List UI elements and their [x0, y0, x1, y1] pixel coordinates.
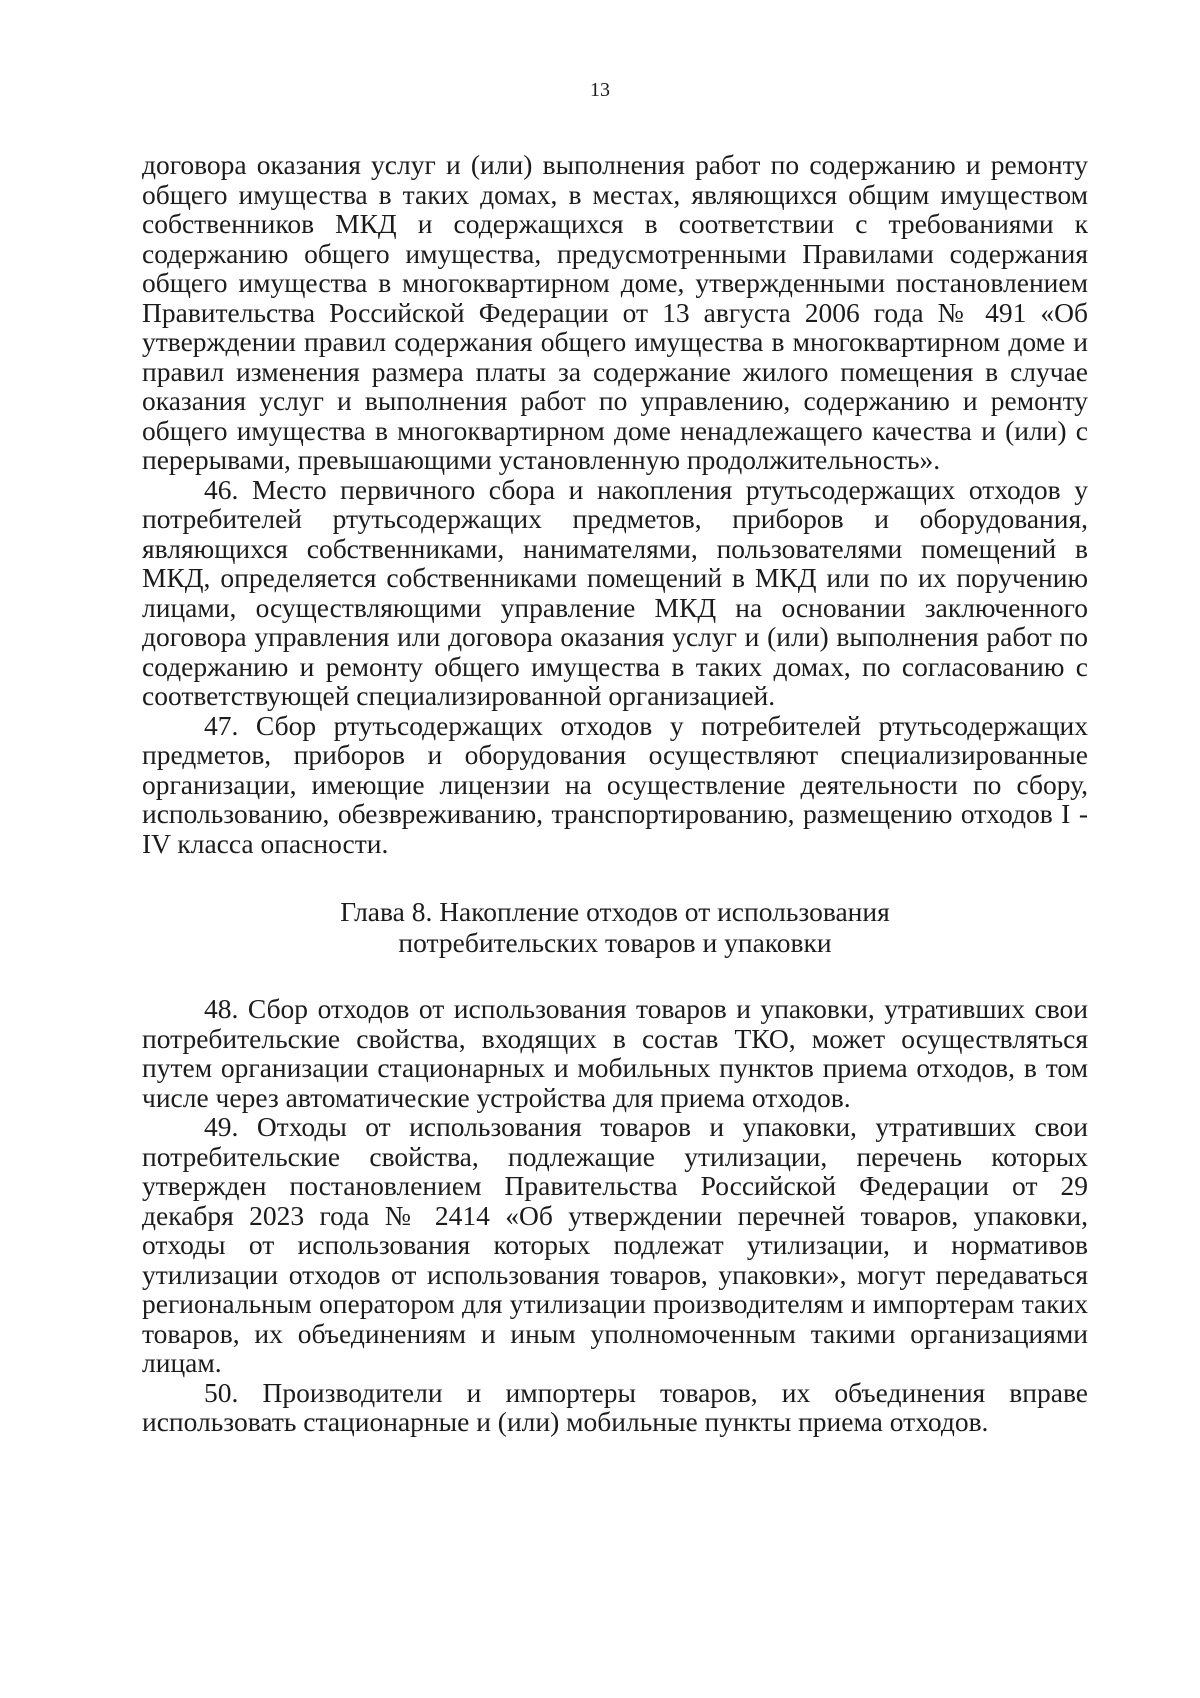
- paragraph-50: 50. Производители и импортеры товаров, их объединения вправе использовать стационарные и (или) мобильные пункты приема отходов.: [142, 1376, 1088, 1437]
- page-number: 13: [590, 79, 610, 101]
- chapter-heading-line-1: Глава 8. Накопление отходов от использования: [340, 896, 890, 927]
- chapter-heading: [142, 896, 1088, 958]
- document-body: [142, 150, 1088, 1437]
- paragraph-49: 49. Отходы от использования товаров и упаковки, утративших свои потребительские свойства, подлежащие утилизации, перечень которых утвержден постановлением Правительства Российской Федерации от 29 декабря 2023 года № 2414 «Об утверждении перечней товаров, упаковки, отходы от использования которых подлежат утилизации, и нормативов утилизации отходов от использования товаров, упаковки», могут передаваться региональным оператором для утилизации производителям и импортерам таких товаров, их объединениям и иным уполномоченным такими организациями лицам.: [142, 1111, 1088, 1378]
- chapter-heading-line-2: потребительских товаров и упаковки: [398, 927, 832, 958]
- paragraph-48: 48. Сбор отходов от использования товаров и упаковки, утративших свои потребительские свойства, входящих в состав ТКО, может осуществляться путем организации стационарных и мобильных пунктов приема отходов, в том числе через автоматические устройства для приема отходов.: [142, 993, 1088, 1113]
- paragraph-46: 46. Место первичного сбора и накопления ртутьсодержащих отходов у потребителей ртутьсодержащих предметов, приборов и оборудования, являющихся собственниками, нанимателями, пользователями помещений в МКД, определяется собственниками помещений в МКД или по их поручению лицами, осуществляющими управление МКД на основании заключенного договора управления или договора оказания услуг и (или) выполнения работ по содержанию и ремонту общего имущества в таких домах, по согласованию с соответствующей специализированной организацией.: [142, 473, 1088, 711]
- paragraph-continuation: договора оказания услуг и (или) выполнения работ по содержанию и ремонту общего имущества в таких домах, в местах, являющихся общим имуществом собственников МКД и содержащихся в соответствии с требованиями к содержанию общего имущества, предусмотренными Правилами содержания общего имущества в многоквартирном доме, утвержденными постановлением Правительства Российской Федерации от 13 августа 2006 года № 491 «Об утверждении правил содержания общего имущества в многоквартирном доме и правил изменения размера платы за содержание жилого помещения в случае оказания услуг и выполнения работ по управлению, содержанию и ремонту общего имущества в многоквартирном доме ненадлежащего качества и (или) с перерывами, превышающими установленную продолжительность».: [142, 149, 1088, 475]
- paragraph-47: 47. Сбор ртутьсодержащих отходов у потребителей ртутьсодержащих предметов, приборов и оборудования осуществляют специализированные организации, имеющие лицензии на осуществление деятельности по сбору, использованию, обезвреживанию, транспортированию, размещению отходов I - IV класса опасности.: [142, 709, 1088, 859]
